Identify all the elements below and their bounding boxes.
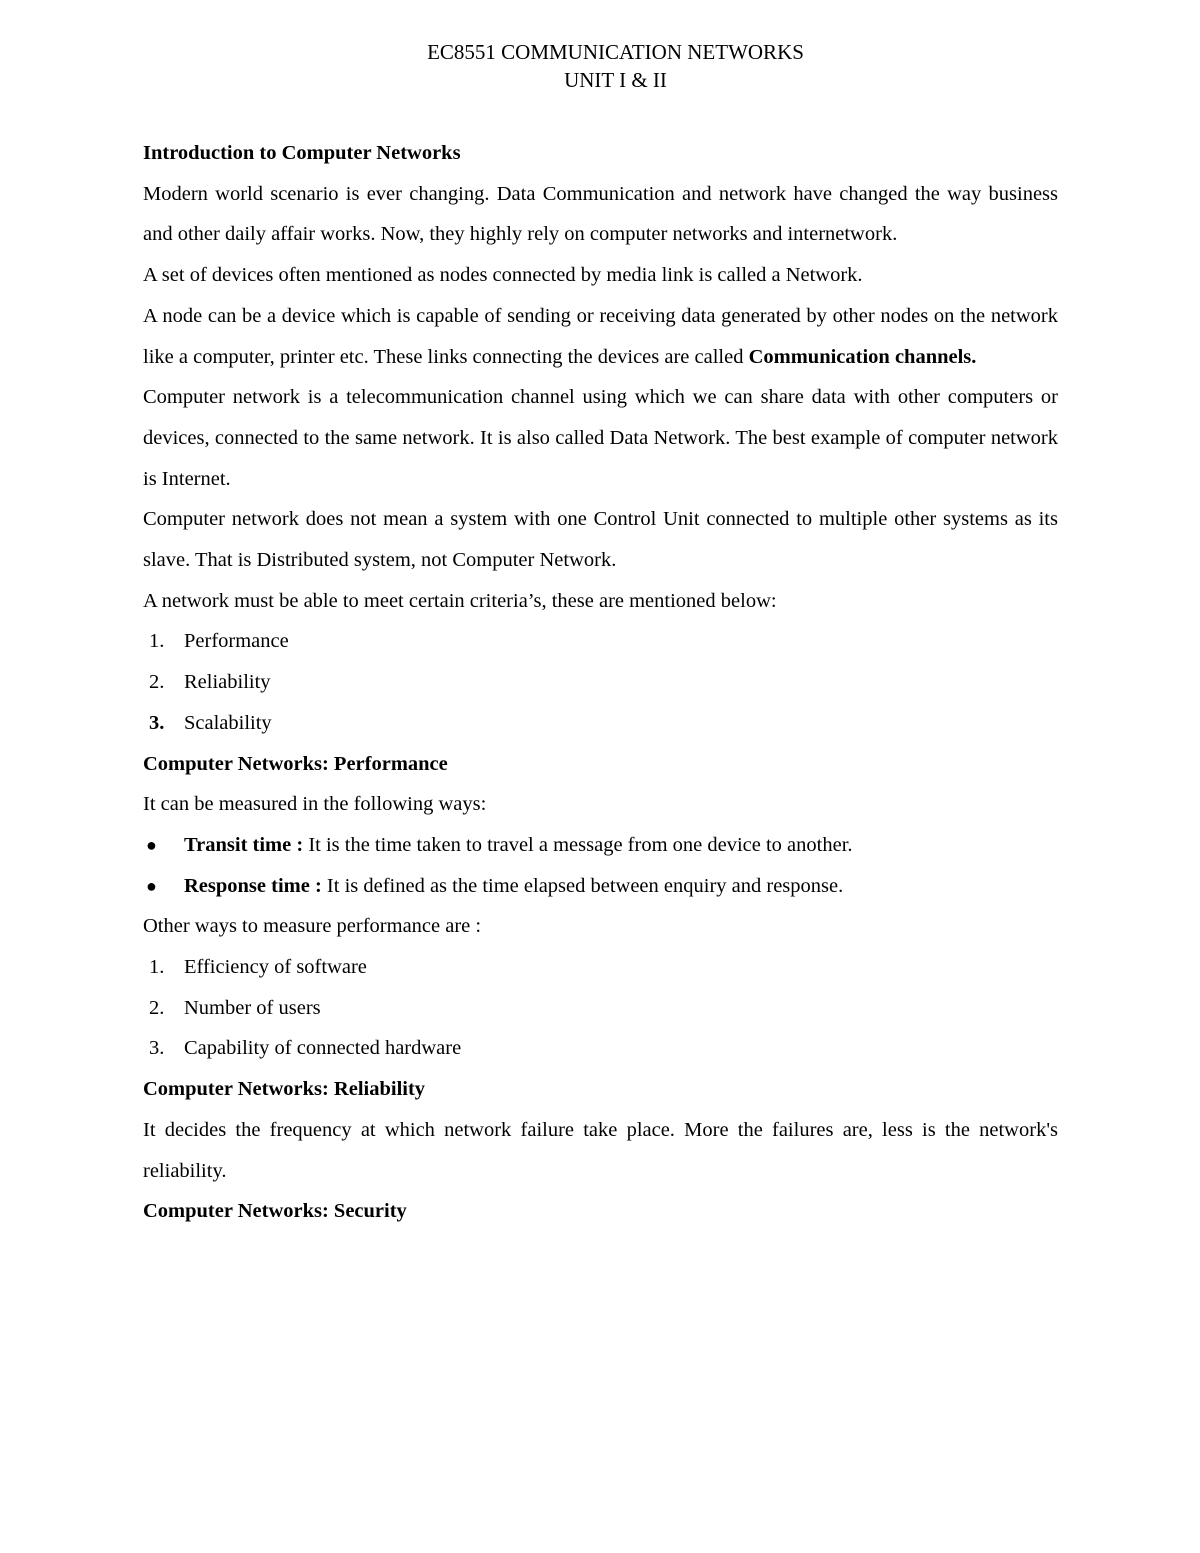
list-number: 1.: [149, 956, 165, 979]
performance-bullet-list: [143, 825, 1058, 906]
list-item: [143, 1028, 1058, 1069]
bullet-icon: ●: [146, 875, 157, 896]
list-label: Number of users: [184, 996, 321, 1019]
list-label: Reliability: [184, 671, 271, 694]
list-item: [143, 621, 1058, 662]
intro-paragraph-2: A set of devices often mentioned as nodes connected by media link is called a Network.: [143, 264, 863, 287]
intro-paragraph-4: Computer network is a telecommunication channel using which we can share data with other computers or devices, connected to the same network. It is also called Data Network. The best example of computer network is Internet.: [143, 386, 1058, 490]
list-number: 3.: [149, 1037, 165, 1060]
document-header: [173, 38, 1058, 94]
performance-paragraph-2: Other ways to measure performance are :: [143, 915, 482, 938]
section-heading-intro: Introduction to Computer Networks: [143, 142, 461, 164]
list-item: [143, 866, 1058, 907]
performance-other-list: [143, 947, 1058, 1069]
section-heading-security: Computer Networks: Security: [143, 1200, 407, 1223]
list-label: Capability of connected hardware: [184, 1037, 462, 1060]
list-item: [143, 703, 1058, 744]
unit-title: UNIT I & II: [564, 68, 667, 92]
list-item: [143, 988, 1058, 1029]
document-body: [143, 133, 1058, 1232]
intro-paragraph-6: A network must be able to meet certain criteria’s, these are mentioned below:: [143, 589, 777, 612]
list-item: [143, 947, 1058, 988]
list-label: Performance: [184, 630, 289, 653]
section-heading-reliability: Computer Networks: Reliability: [143, 1078, 426, 1101]
communication-channels-term: Communication channels.: [748, 345, 977, 368]
bullet-text: It is the time taken to travel a message from one device to another.: [303, 833, 853, 856]
intro-paragraph-5: Computer network does not mean a system with one Control Unit connected to multiple other systems as its slave. That is Distributed system, not Computer Network.: [143, 508, 1058, 572]
course-title: EC8551 COMMUNICATION NETWORKS: [427, 40, 804, 64]
intro-paragraph-1: Modern world scenario is ever changing. Data Communication and network have changed the way business and other daily affair works. Now, they highly rely on computer networks and internetwork.: [143, 182, 1058, 246]
list-number: 1.: [149, 630, 165, 653]
bullet-icon: ●: [146, 834, 157, 855]
reliability-paragraph-1: It decides the frequency at which network failure take place. More the failures are, less is the network's reliability.: [143, 1118, 1058, 1182]
bullet-text: It is defined as the time elapsed between enquiry and response.: [321, 874, 844, 897]
list-label: Scalability: [184, 711, 272, 734]
performance-paragraph-1: It can be measured in the following ways:: [143, 793, 487, 816]
bullet-term: Transit time :: [184, 833, 304, 856]
list-number: 3.: [149, 711, 165, 734]
bullet-term: Response time :: [184, 874, 322, 897]
list-item: [143, 825, 1058, 866]
list-item: [143, 662, 1058, 703]
criteria-list: [143, 621, 1058, 743]
list-label: Efficiency of software: [184, 956, 367, 979]
intro-paragraph-3-text: A node can be a device which is capable of sending or receiving data generated by other nodes on the network like a computer, printer etc. These links connecting the devices are called: [143, 304, 1058, 368]
list-number: 2.: [149, 996, 165, 1019]
section-heading-performance: Computer Networks: Performance: [143, 752, 448, 775]
document-page: [143, 38, 1058, 1232]
list-number: 2.: [149, 671, 165, 694]
intro-paragraph-3: [143, 296, 1058, 377]
